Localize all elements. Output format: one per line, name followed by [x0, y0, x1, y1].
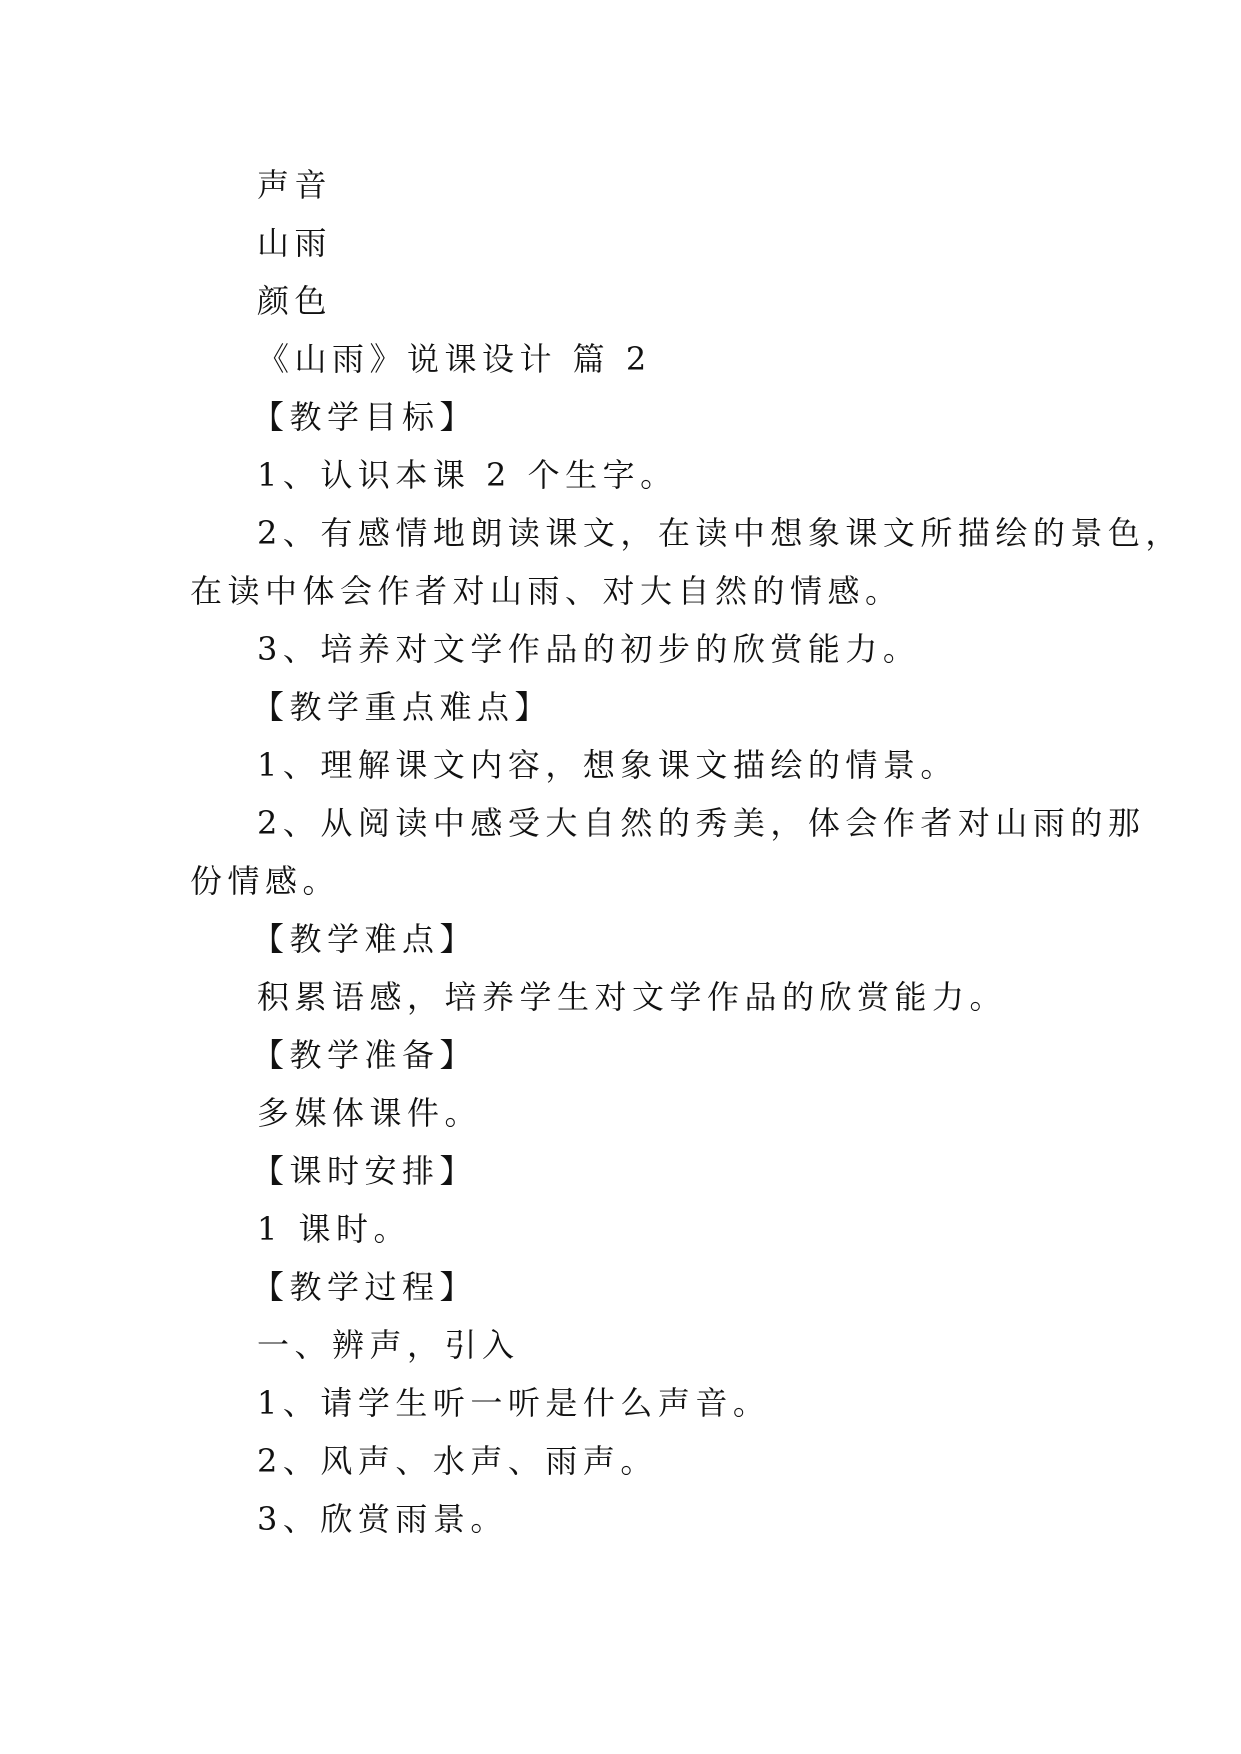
paragraph-goal-2-continued: 在读中体会作者对山雨、对大自然的情感。 — [190, 572, 903, 610]
paragraph-preparation: 多媒体课件。 — [257, 1094, 483, 1132]
heading-schedule: 【课时安排】 — [252, 1152, 478, 1190]
paragraph-key-point-2: 2、从阅读中感受大自然的秀美，体会作者对山雨的那 — [257, 804, 1146, 842]
paragraph-goal-2: 2、有感情地朗读课文，在读中想象课文所描绘的景色， — [257, 514, 1183, 552]
paragraph-process-step-1: 1、请学生听一听是什么声音。 — [257, 1384, 771, 1422]
heading-preparation: 【教学准备】 — [252, 1036, 478, 1074]
paragraph-goal-1: 1、认识本课 2 个生字。 — [257, 456, 678, 494]
text-line-sound: 声音 — [257, 166, 333, 204]
paragraph-process-step-2: 2、风声、水声、雨声。 — [257, 1442, 658, 1480]
heading-teaching-goals: 【教学目标】 — [252, 398, 478, 436]
paragraph-key-point-1: 1、理解课文内容，想象课文描绘的情景。 — [257, 746, 958, 784]
heading-difficult-points: 【教学难点】 — [252, 920, 478, 958]
paragraph-difficult-point: 积累语感，培养学生对文学作品的欣赏能力。 — [257, 978, 1008, 1016]
paragraph-goal-3: 3、培养对文学作品的初步的欣赏能力。 — [257, 630, 921, 668]
paragraph-process-step-3: 3、欣赏雨景。 — [257, 1500, 508, 1538]
text-line-color: 颜色 — [257, 282, 333, 320]
heading-process: 【教学过程】 — [252, 1268, 478, 1306]
paragraph-process-intro: 一、辨声，引入 — [257, 1326, 520, 1364]
heading-key-difficult-points: 【教学重点难点】 — [252, 688, 553, 726]
section-title: 《山雨》说课设计 篇 2 — [257, 340, 652, 378]
paragraph-schedule: 1 课时。 — [257, 1210, 412, 1248]
paragraph-key-point-2-continued: 份情感。 — [190, 862, 341, 900]
text-line-mountain-rain: 山雨 — [257, 224, 333, 262]
